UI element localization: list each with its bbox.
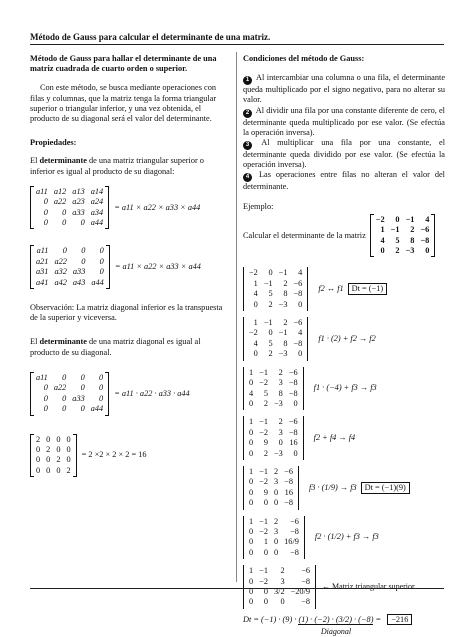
gauss-step xyxy=(243,516,445,560)
matrix-cell: −2 xyxy=(259,526,268,536)
matrix-cell: 1 xyxy=(249,466,254,476)
column-divider xyxy=(236,52,237,582)
matrix-cell: −2 xyxy=(259,576,268,586)
condition-number: 2 xyxy=(243,109,252,118)
matrix-cell: 3 xyxy=(273,526,279,536)
matrix-cell: a33 xyxy=(72,207,85,217)
matrix-cell: 0 xyxy=(268,268,273,278)
matrix-cell: a34 xyxy=(90,207,104,217)
matrix-cell: 0 xyxy=(268,328,273,338)
matrix-cell: 0 xyxy=(293,398,298,408)
matrix-cell: 0 xyxy=(36,444,41,454)
numeric-diagonal-formula xyxy=(30,434,230,478)
matrix-cell: a23 xyxy=(72,197,85,207)
matrix-cell: a33 xyxy=(72,267,86,277)
matrix-cell: −2 xyxy=(249,268,258,278)
matrix-cell: −1 xyxy=(259,566,268,576)
matrix-cell: 0 xyxy=(293,448,298,458)
matrix-cell: 0 xyxy=(278,438,283,448)
matrix-cell: 2 xyxy=(278,367,283,377)
matrix-cell: 3/2 xyxy=(273,587,285,597)
matrix-cell: −2 xyxy=(259,427,268,437)
prop1-pre: El xyxy=(30,156,40,166)
matrix-cell: 0 xyxy=(249,587,254,597)
matrix-cell: 2 xyxy=(36,434,41,444)
matrix-cell: 16/9 xyxy=(284,537,299,547)
matrix-cell: 4 xyxy=(380,235,385,245)
matrix-cell: 0 xyxy=(56,444,61,454)
step-matrix xyxy=(243,466,299,510)
matrix-cell: 0 xyxy=(66,434,71,444)
final-result: −216 xyxy=(387,614,412,625)
matrix-cell: 0 xyxy=(273,547,279,557)
matrix-cell: 2 xyxy=(66,465,71,475)
matrix-cell: 0 xyxy=(62,246,67,256)
matrix-cell: −8 xyxy=(288,427,298,437)
matrix-cell: a44 xyxy=(91,277,104,287)
matrix-cell: −6 xyxy=(420,225,430,235)
matrix-cell: −1 xyxy=(278,268,288,278)
matrix-cell: 0 xyxy=(43,404,48,414)
step-matrix xyxy=(243,267,308,311)
matrix-cell: 0 xyxy=(36,465,41,475)
matrix-cell: 0 xyxy=(298,299,303,309)
matrix-cell: −1 xyxy=(390,225,400,235)
conditions-list xyxy=(243,73,445,192)
matrix-cell: −6 xyxy=(301,566,311,576)
matrix-cell: 0 xyxy=(395,214,400,224)
matrix-cell: −3 xyxy=(273,398,283,408)
condition-item xyxy=(243,170,445,192)
matrix-cell: 0 xyxy=(253,349,258,359)
matrix-cell: 0 xyxy=(66,444,71,454)
numeric-eq: = 2 ×2 × 2 × 2 = 16 xyxy=(81,450,147,460)
lower-eq: = a11 × a22 × a33 × a44 xyxy=(114,262,201,272)
matrix-cell: 2 xyxy=(273,466,279,476)
matrix-cell: a21 xyxy=(36,256,49,266)
matrix-cell: 0 xyxy=(249,427,254,437)
triangular-note: ← Matriz triangular superior xyxy=(322,581,415,591)
page-title: Método de Gauss para calcular el determinante de una matriz. xyxy=(30,32,271,42)
row-operation: f3 · (1/9) → f3 xyxy=(308,482,357,492)
matrix-cell: 5 xyxy=(268,289,273,299)
matrix-cell: −20/9 xyxy=(290,587,311,597)
lower-triangular-formula xyxy=(30,245,230,289)
matrix-cell: 1 xyxy=(253,318,258,328)
matrix-cell: −1 xyxy=(259,466,268,476)
row-operation: f1 · (−4) + f3 → f3 xyxy=(313,383,377,393)
matrix-cell: 4 xyxy=(249,388,254,398)
numeric-matrix xyxy=(30,434,77,478)
matrix-cell: 8 xyxy=(283,289,288,299)
matrix-cell: −6 xyxy=(293,318,303,328)
matrix-cell: 0 xyxy=(249,448,254,458)
diagonal-formula xyxy=(30,372,230,416)
prop2-post: de una matriz diagonal es igual al producto de su diagonal. xyxy=(30,337,201,357)
matrix-cell: 0 xyxy=(273,498,279,508)
matrix-cell: −8 xyxy=(288,378,298,388)
matrix-cell: 2 xyxy=(56,455,61,465)
matrix-cell: 3 xyxy=(278,378,283,388)
matrix-cell: 0 xyxy=(62,218,67,228)
matrix-cell: 3 xyxy=(278,427,283,437)
property-1 xyxy=(30,156,230,176)
matrix-cell: 2 xyxy=(46,444,51,454)
matrix-cell: −3 xyxy=(278,349,288,359)
condition-number: 3 xyxy=(243,141,252,150)
top-rule xyxy=(30,44,444,45)
gauss-step xyxy=(243,317,445,361)
matrix-cell: 0 xyxy=(249,378,254,388)
matrix-cell: 0 xyxy=(99,267,104,277)
matrix-cell: −8 xyxy=(301,597,311,607)
final-diagonal: (1) · (−2) · (3/2) · (−8) xyxy=(298,614,374,624)
matrix-cell: −1 xyxy=(259,417,268,427)
matrix-cell: 2 xyxy=(283,278,288,288)
prop1-post: de una matriz triangular superior o inferior es igual al producto de su diagonal: xyxy=(30,156,204,176)
matrix-cell: 0 xyxy=(99,383,104,393)
matrix-cell: 5 xyxy=(268,338,273,348)
matrix-cell: −2 xyxy=(259,477,268,487)
condition-item xyxy=(243,138,445,170)
matrix-cell: 0 xyxy=(263,587,268,597)
matrix-cell: 2 xyxy=(268,349,273,359)
matrix-cell: −8 xyxy=(301,576,311,586)
matrix-cell: −1 xyxy=(263,318,273,328)
matrix-cell: 0 xyxy=(263,597,268,607)
matrix-cell: −6 xyxy=(288,367,298,377)
condition-text: Al dividir una fila por una constante diferente de cero, el determinante queda multiplicado por ese valor. (Se efectúa la operación inversa). xyxy=(243,105,445,137)
matrix-cell: 3 xyxy=(273,477,279,487)
properties-heading: Propiedades: xyxy=(30,138,77,148)
matrix-cell: −8 xyxy=(420,235,430,245)
matrix-cell: 4 xyxy=(298,268,303,278)
matrix-cell: 0 xyxy=(263,547,268,557)
diag-eq: = a11 · a22 · a33 · a44 xyxy=(114,388,190,398)
matrix-cell: 0 xyxy=(380,246,385,256)
prop2-pre: El xyxy=(30,337,40,347)
condition-number: 4 xyxy=(243,173,252,182)
matrix-cell: −8 xyxy=(288,388,298,398)
matrix-cell: −3 xyxy=(278,299,288,309)
example-statement xyxy=(243,214,445,258)
matrix-cell: 0 xyxy=(249,498,254,508)
step-matrix xyxy=(243,516,305,560)
matrix-cell: a44 xyxy=(90,404,104,414)
matrix-cell: −1 xyxy=(259,516,268,526)
matrix-cell: a22 xyxy=(53,197,67,207)
matrix-cell: 2 xyxy=(273,516,279,526)
matrix-cell: −6 xyxy=(290,516,299,526)
matrix-cell: −8 xyxy=(290,526,299,536)
matrix-cell: 8 xyxy=(278,388,283,398)
row-operation: f2 · (1/2) + f3 → f3 xyxy=(314,532,379,542)
matrix-cell: 0 xyxy=(43,197,48,207)
matrix-cell: 5 xyxy=(395,235,400,245)
matrix-cell: 0 xyxy=(80,383,85,393)
matrix-cell: −2 xyxy=(375,214,385,224)
matrix-cell: 0 xyxy=(46,465,51,475)
matrix-cell: 1 xyxy=(249,417,254,427)
matrix-cell: 0 xyxy=(99,393,104,403)
example-matrix xyxy=(370,214,436,258)
matrix-cell: a11 xyxy=(36,186,48,196)
matrix-cell: a41 xyxy=(36,277,49,287)
matrix-cell: 0 xyxy=(249,547,254,557)
matrix-cell: 1 xyxy=(380,225,385,235)
matrix-cell: −3 xyxy=(273,448,283,458)
matrix-cell: 0 xyxy=(36,455,41,465)
matrix-cell: 0 xyxy=(62,207,67,217)
matrix-cell: −8 xyxy=(290,547,299,557)
row-operation: f2 + f4 → f4 xyxy=(313,433,356,443)
upper-eq: = a11 × a22 × a33 × a44 xyxy=(114,202,201,212)
matrix-cell: a44 xyxy=(90,218,104,228)
matrix-cell: a11 xyxy=(36,246,49,256)
matrix-cell: 2 xyxy=(268,299,273,309)
condition-text: Al multiplicar una fila por una constante, el determinante queda dividido por ese valor. (Se efectúa la operación inversa). xyxy=(243,138,445,170)
matrix-cell: 0 xyxy=(249,537,254,547)
observation: Observación: La matriz diagonal inferior es la transpuesta de la superior y viceversa. xyxy=(30,303,223,323)
matrix-cell: 9 xyxy=(263,438,268,448)
matrix-cell: 0 xyxy=(46,434,51,444)
prop1-bold: determinante xyxy=(39,156,87,166)
matrix-cell: 8 xyxy=(410,235,415,245)
matrix-cell: −1 xyxy=(259,367,268,377)
matrix-cell: 0 xyxy=(253,299,258,309)
left-column xyxy=(30,54,230,486)
matrix-cell: 0 xyxy=(249,597,254,607)
example-text: Calcular el determinante de la matriz xyxy=(243,230,366,240)
diagonal-label: Diagonal xyxy=(320,627,352,637)
matrix-cell: a24 xyxy=(90,197,104,207)
matrix-cell: 0 xyxy=(43,393,48,403)
condition-item xyxy=(243,106,445,138)
matrix-cell: a33 xyxy=(72,393,85,403)
matrix-cell: 0 xyxy=(249,526,254,536)
lower-matrix xyxy=(30,245,110,289)
matrix-cell: −2 xyxy=(259,378,268,388)
matrix-cell: a14 xyxy=(90,186,104,196)
matrix-cell: a22 xyxy=(54,256,67,266)
matrix-cell: −8 xyxy=(293,289,303,299)
matrix-cell: 0 xyxy=(99,372,104,382)
matrix-cell: 9 xyxy=(263,487,268,497)
example-label: Ejemplo: xyxy=(243,201,274,211)
matrix-cell: 0 xyxy=(62,372,67,382)
matrix-cell: −2 xyxy=(249,328,258,338)
matrix-cell: 1 xyxy=(249,516,254,526)
matrix-cell: −1 xyxy=(263,278,273,288)
condition-number: 1 xyxy=(243,76,252,85)
matrix-cell: 0 xyxy=(99,256,104,266)
determinant-factor-box: Dt = (−1) xyxy=(348,283,387,295)
matrix-cell: 2 xyxy=(283,318,288,328)
gauss-step xyxy=(243,466,445,510)
matrix-cell: a32 xyxy=(54,267,67,277)
step-matrix xyxy=(243,367,304,411)
matrix-cell: −1 xyxy=(278,328,288,338)
matrix-cell: 4 xyxy=(253,338,258,348)
matrix-cell: a43 xyxy=(72,277,86,287)
step-matrix xyxy=(243,317,308,361)
matrix-cell: 4 xyxy=(298,328,303,338)
matrix-cell: 0 xyxy=(66,455,71,465)
matrix-cell: a22 xyxy=(53,383,67,393)
condition-item xyxy=(243,73,445,105)
row-operation: f2 ↔ f1 xyxy=(318,284,344,294)
matrix-cell: 4 xyxy=(425,214,430,224)
matrix-cell: 0 xyxy=(249,477,254,487)
matrix-cell: −6 xyxy=(284,466,293,476)
gauss-step xyxy=(243,367,445,411)
matrix-cell: 1 xyxy=(249,367,254,377)
matrix-cell: 1 xyxy=(253,278,258,288)
matrix-cell: 0 xyxy=(99,246,104,256)
matrix-cell: 2 xyxy=(263,398,268,408)
matrix-cell: 2 xyxy=(395,246,400,256)
diagonal-product xyxy=(298,615,373,637)
matrix-cell: −1 xyxy=(405,214,415,224)
final-pre: Dt = (−1) · (9) · xyxy=(243,614,299,624)
gauss-step xyxy=(243,416,445,460)
diag-matrix xyxy=(30,372,109,416)
matrix-cell: −8 xyxy=(284,477,293,487)
condition-text: Al intercambiar una columna o una fila, el determinante queda multiplicado por el signo negativo, para no alterar su valor. xyxy=(243,73,445,105)
intro-paragraph: Con este método, se busca mediante operaciones con filas y columnas, que la matriz tenga la forma triangular superior o triangular inferior, y una vez obtenida, el producto de su diagonal será el valor del determinante. xyxy=(30,83,217,124)
matrix-cell: 0 xyxy=(81,256,86,266)
upper-matrix xyxy=(30,186,109,230)
matrix-cell: 2 xyxy=(263,448,268,458)
matrix-cell: 0 xyxy=(249,487,254,497)
matrix-cell: 0 xyxy=(273,537,279,547)
bottom-rule xyxy=(30,588,444,589)
right-column xyxy=(243,54,445,637)
matrix-cell: 0 xyxy=(249,576,254,586)
matrix-cell: 0 xyxy=(81,246,86,256)
matrix-cell: 2 xyxy=(410,225,415,235)
matrix-cell: −8 xyxy=(293,338,303,348)
matrix-cell: −6 xyxy=(293,278,303,288)
matrix-cell: 0 xyxy=(56,465,61,475)
matrix-cell: 1 xyxy=(263,537,268,547)
matrix-cell: −6 xyxy=(288,417,298,427)
matrix-cell: a12 xyxy=(53,186,67,196)
matrix-cell: 0 xyxy=(43,218,48,228)
matrix-cell: 0 xyxy=(62,393,67,403)
matrix-cell: 0 xyxy=(80,218,85,228)
matrix-cell: 4 xyxy=(253,289,258,299)
matrix-cell: a31 xyxy=(36,267,49,277)
matrix-cell: 0 xyxy=(249,398,254,408)
matrix-cell: 0 xyxy=(46,455,51,465)
matrix-cell: 2 xyxy=(278,417,283,427)
row-operation: f1 · (2) + f2 → f2 xyxy=(318,333,376,343)
prop2-bold: determinante xyxy=(39,337,87,347)
matrix-cell: 0 xyxy=(43,207,48,217)
gauss-step xyxy=(243,267,445,311)
matrix-cell: a42 xyxy=(54,277,67,287)
matrix-cell: 0 xyxy=(80,404,85,414)
matrix-cell: 2 xyxy=(280,566,285,576)
matrix-cell: 0 xyxy=(298,349,303,359)
final-eq: = xyxy=(373,614,384,624)
matrix-cell: −3 xyxy=(405,246,415,256)
matrix-cell: 8 xyxy=(283,338,288,348)
matrix-cell: 0 xyxy=(56,434,61,444)
matrix-cell: a11 xyxy=(36,372,48,382)
matrix-cell: 0 xyxy=(425,246,430,256)
matrix-cell: 0 xyxy=(43,383,48,393)
right-heading: Condiciones del método de Gauss: xyxy=(243,54,365,63)
left-heading: Método de Gauss para hallar el determinante de una matriz cuadrada de cuarto orden o superior. xyxy=(30,54,217,74)
matrix-cell: 3 xyxy=(280,576,285,586)
matrix-cell: 0 xyxy=(280,597,285,607)
matrix-cell: 5 xyxy=(263,388,268,398)
step-matrix xyxy=(243,416,304,460)
property-2 xyxy=(30,337,230,357)
matrix-cell: 0 xyxy=(62,404,67,414)
matrix-cell: 0 xyxy=(249,438,254,448)
determinant-factor-box: Dt = (−1)(9) xyxy=(361,482,410,494)
matrix-cell: 0 xyxy=(273,487,279,497)
final-result-line xyxy=(243,615,445,637)
upper-triangular-formula xyxy=(30,186,230,230)
gauss-steps xyxy=(243,267,445,608)
matrix-cell: 16 xyxy=(284,487,293,497)
matrix-cell: 1 xyxy=(249,566,254,576)
matrix-cell: 0 xyxy=(263,498,268,508)
matrix-cell: −8 xyxy=(284,498,293,508)
matrix-cell: a13 xyxy=(72,186,85,196)
condition-text: Las operaciones entre filas no alteran el valor del determinante. xyxy=(243,170,445,192)
matrix-cell: 16 xyxy=(289,438,298,448)
matrix-cell: 0 xyxy=(80,372,85,382)
